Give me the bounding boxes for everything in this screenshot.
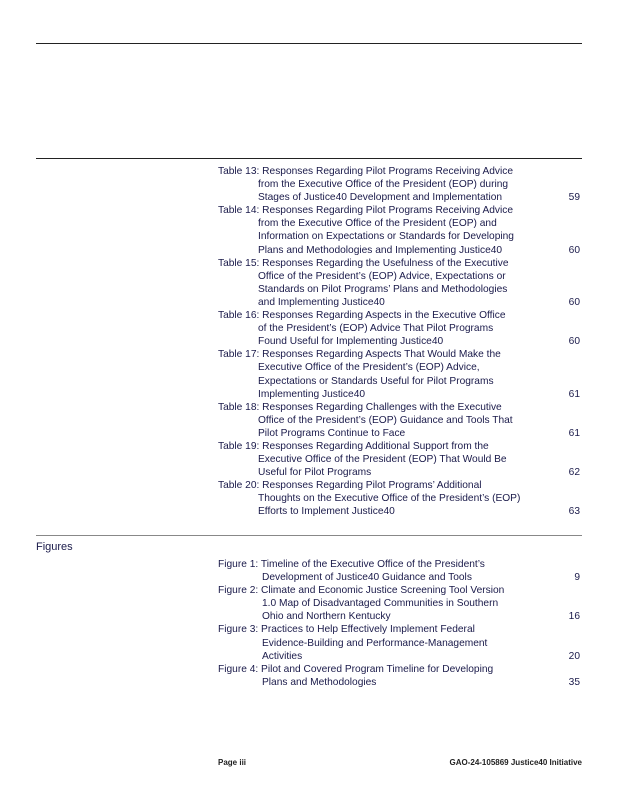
figure-entry[interactable] bbox=[218, 584, 582, 623]
toc-rule bbox=[36, 158, 582, 159]
table-entry-title-line: Executive Office of the President’s (EOP) Advice, bbox=[258, 362, 480, 374]
figure-entry-title-line: Figure 2: Climate and Economic Justice Screening Tool Version bbox=[218, 585, 505, 597]
table-entry-title-line: Plans and Methodologies and Implementing Justice40 bbox=[258, 244, 503, 256]
table-entry[interactable] bbox=[218, 257, 582, 309]
table-entry-page-number: 60 bbox=[568, 244, 580, 256]
table-entry-title-line: Table 20: Responses Regarding Pilot Programs’ Additional bbox=[218, 480, 482, 492]
table-entry-page-number: 61 bbox=[568, 427, 580, 439]
table-entry-title-line: Executive Office of the President (EOP) That Would Be bbox=[258, 454, 507, 466]
table-entry[interactable] bbox=[218, 440, 582, 479]
table-entry-title-line: of the President’s (EOP) Advice That Pilot Programs bbox=[258, 323, 494, 335]
table-entry-page-number: 59 bbox=[568, 192, 580, 204]
table-entry-title-line: Standards on Pilot Programs’ Plans and Methodologies bbox=[258, 283, 508, 295]
table-entry-title-line: Useful for Pilot Programs bbox=[258, 467, 372, 479]
figure-entry-page-number: 16 bbox=[568, 611, 580, 623]
figure-entry-title-line: Activities bbox=[262, 650, 303, 662]
table-entry[interactable] bbox=[218, 348, 582, 400]
figure-entry[interactable] bbox=[218, 623, 582, 662]
figures-rule bbox=[36, 535, 582, 536]
table-entry-title-line: Office of the President’s (EOP) Guidance and Tools That bbox=[258, 414, 513, 426]
figures-heading: Figures bbox=[36, 541, 73, 553]
top-rule bbox=[36, 43, 582, 44]
table-entry-title-line: Thoughts on the Executive Office of the President’s (EOP) bbox=[258, 493, 521, 505]
figure-entry-page-number: 9 bbox=[574, 572, 580, 584]
table-entry-page-number: 63 bbox=[568, 506, 580, 518]
table-entry-title-line: Table 18: Responses Regarding Challenges with the Executive bbox=[218, 401, 502, 413]
table-entry-title-line: Table 17: Responses Regarding Aspects That Would Make the bbox=[218, 349, 501, 361]
table-entry-title-line: Efforts to Implement Justice40 bbox=[258, 506, 395, 518]
table-entry-page-number: 61 bbox=[568, 388, 580, 400]
table-entry-page-number: 62 bbox=[568, 467, 580, 479]
figure-entry-title-line: Figure 1: Timeline of the Executive Office of the President’s bbox=[218, 559, 485, 570]
table-entry-title-line: Found Useful for Implementing Justice40 bbox=[258, 336, 444, 348]
tables-list bbox=[218, 165, 582, 519]
figure-entry[interactable] bbox=[218, 663, 582, 689]
footer-report-id: GAO-24-105869 Justice40 Initiative bbox=[449, 758, 582, 767]
figure-entry-page-number: 35 bbox=[568, 676, 580, 688]
table-entry-title-line: Expectations or Standards Useful for Pilot Programs bbox=[258, 375, 494, 387]
table-entry-page-number: 60 bbox=[568, 336, 580, 348]
figure-entry-title-line: Evidence-Building and Performance-Management bbox=[262, 637, 488, 649]
table-entry-title-line: from the Executive Office of the President (EOP) and bbox=[258, 218, 497, 230]
table-entry[interactable] bbox=[218, 309, 582, 348]
table-entry-title-line: Stages of Justice40 Development and Implementation bbox=[258, 192, 503, 204]
figure-entry-title-line: 1.0 Map of Disadvantaged Communities in Southern bbox=[262, 598, 499, 610]
table-entry[interactable] bbox=[218, 401, 582, 440]
figure-entry-title-line: Figure 3: Practices to Help Effectively Implement Federal bbox=[218, 624, 475, 636]
figure-entry-title-line: Figure 4: Pilot and Covered Program Timeline for Developing bbox=[218, 663, 494, 675]
figure-entry-title-line: Ohio and Northern Kentucky bbox=[262, 611, 391, 623]
footer-page-number: Page iii bbox=[218, 758, 247, 767]
table-entry-title-line: Table 16: Responses Regarding Aspects in the Executive Office bbox=[218, 310, 506, 322]
figure-entry-page-number: 20 bbox=[568, 650, 580, 662]
table-entry-title-line: Pilot Programs Continue to Face bbox=[258, 427, 406, 439]
table-entry-page-number: 60 bbox=[568, 296, 580, 308]
table-entry-title-line: from the Executive Office of the President (EOP) during bbox=[258, 179, 509, 191]
figure-entry-title-line: Development of Justice40 Guidance and Tools bbox=[262, 572, 472, 584]
table-entry-title-line: and Implementing Justice40 bbox=[258, 296, 385, 308]
table-entry-title-line: Table 15: Responses Regarding the Usefulness of the Executive bbox=[218, 257, 509, 269]
figure-entry-title-line: Plans and Methodologies bbox=[262, 676, 377, 688]
table-entry-title-line: Table 14: Responses Regarding Pilot Programs Receiving Advice bbox=[218, 205, 514, 217]
figures-list bbox=[218, 558, 582, 689]
figure-entry[interactable] bbox=[218, 558, 582, 584]
table-entry-title-line: Table 19: Responses Regarding Additional Support from the bbox=[218, 440, 489, 452]
table-entry[interactable] bbox=[218, 165, 582, 204]
table-entry-title-line: Implementing Justice40 bbox=[258, 388, 366, 400]
table-entry-title-line: Table 13: Responses Regarding Pilot Programs Receiving Advice bbox=[218, 166, 514, 177]
table-entry[interactable] bbox=[218, 204, 582, 256]
table-entry-title-line: Information on Expectations or Standards for Developing bbox=[258, 231, 514, 243]
table-entry[interactable] bbox=[218, 479, 582, 518]
table-entry-title-line: Office of the President’s (EOP) Advice, Expectations or bbox=[258, 270, 506, 282]
